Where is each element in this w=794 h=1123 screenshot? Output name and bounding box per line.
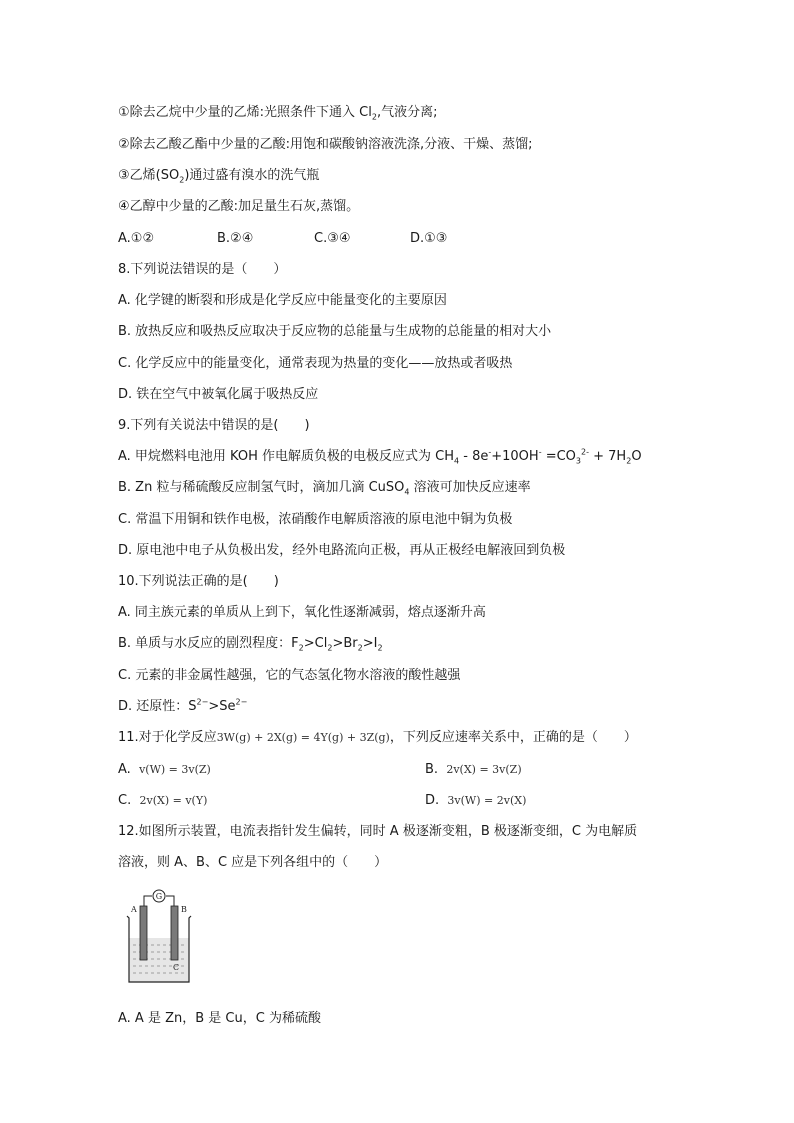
q10-option-c[interactable]: C. 元素的非金属性越强，它的气态氢化物水溶液的酸性越强 — [118, 668, 461, 683]
q9-stem: 9.下列有关说法中错误的是( ) — [118, 418, 310, 433]
q9-option-d[interactable]: D. 原电池中电子从负极出发，经外电路流向正极，再从正极经电解液回到负极 — [118, 543, 566, 558]
electrode-a-label: A — [131, 905, 137, 914]
solution-c-label: C — [173, 963, 180, 972]
q8-option-c[interactable]: C. 化学反应中的能量变化，通常表现为热量的变化——放热或者吸热 — [118, 356, 513, 371]
galvanometer-label: G — [155, 892, 163, 901]
q12-stem-line-2: 溶液，则 A、B、C 应是下列各组中的（ ） — [118, 855, 388, 870]
electrode-b-label: B — [181, 905, 187, 914]
q8-stem: 8.下列说法错误的是（ ） — [118, 262, 287, 277]
q11-option-a[interactable]: A. v(W) = 3v(Z) — [118, 762, 211, 777]
q11-option-c[interactable]: C. 2v(X) = v(Y) — [118, 793, 208, 808]
q7-option-d[interactable]: D.①③ — [410, 231, 448, 246]
q11-option-d[interactable]: D. 3v(W) = 2v(X) — [425, 793, 527, 808]
q9-option-a[interactable]: A. 甲烷燃料电池用 KOH 作电解质负极的电极反应式为 $CH_4 - 8e^-+10OH^- =CO_3^{2-} + 7H_2O$ — [118, 447, 642, 466]
q7-option-c[interactable]: C.③④ — [314, 231, 351, 246]
galvanic-cell-figure — [124, 888, 194, 988]
q7-item-2: ②除去乙酸乙酯中少量的乙酸:用饱和碳酸钠溶液洗涤,分液、干燥、蒸馏; — [118, 137, 533, 152]
q7-item-4: ④乙醇中少量的乙酸:加足量生石灰,蒸馏。 — [118, 199, 360, 214]
q7-option-a[interactable]: A.①② — [118, 231, 155, 246]
q11-stem: 11.对于化学反应3W(g) + 2X(g) = 4Y(g) + 3Z(g)，下列反应速率关系中，正确的是（ ） — [118, 730, 637, 745]
q10-option-b[interactable]: B. 单质与水反应的剧烈程度：$F_2>Cl_2>Br_2>I_2$ — [118, 636, 383, 653]
q11-equation: 3W(g) + 2X(g) = 4Y(g) + 3Z(g) — [216, 731, 390, 744]
q12-option-a[interactable]: A. A 是 Zn，B 是 Cu，C 为稀硫酸 — [118, 1011, 321, 1026]
q10-option-a[interactable]: A. 同主族元素的单质从上到下，氧化性逐渐减弱，熔点逐渐升高 — [118, 605, 486, 620]
q12-stem-line-1: 12.如图所示装置，电流表指针发生偏转，同时 A 极逐渐变粗，B 极逐渐变细，C 为电解质 — [118, 824, 638, 839]
q9-option-c[interactable]: C. 常温下用铜和铁作电极，浓硝酸作电解质溶液的原电池中铜为负极 — [118, 512, 513, 527]
q7-item-3: ③乙烯$(SO_2)$通过盛有溴水的洗气瓶 — [118, 168, 320, 185]
q8-option-a[interactable]: A. 化学键的断裂和形成是化学反应中能量变化的主要原因 — [118, 293, 447, 308]
q7-item-1: ①除去乙烷中少量的乙烯:光照条件下通入 $Cl_2$,气液分离; — [118, 105, 438, 122]
q8-option-b[interactable]: B. 放热反应和吸热反应取决于反应物的总能量与生成物的总能量的相对大小 — [118, 324, 552, 339]
q7-option-b[interactable]: B.②④ — [217, 231, 254, 246]
q10-option-d[interactable]: D. 还原性：$S^{2-}>Se^{2-}$ — [118, 697, 248, 714]
q10-stem: 10.下列说法正确的是( ) — [118, 574, 279, 589]
q8-option-d[interactable]: D. 铁在空气中被氧化属于吸热反应 — [118, 387, 319, 402]
electrolyte-solution — [129, 938, 189, 982]
q11-option-b[interactable]: B. 2v(X) = 3v(Z) — [425, 762, 522, 777]
q9-option-b[interactable]: B. Zn 粒与稀硫酸反应制氢气时，滴加几滴 CuSO$_4$ 溶液可加快反应速率 — [118, 480, 531, 497]
electrode-a — [140, 906, 147, 960]
electrode-b — [171, 906, 178, 960]
wire-left — [144, 896, 152, 906]
wire-right — [166, 896, 174, 906]
